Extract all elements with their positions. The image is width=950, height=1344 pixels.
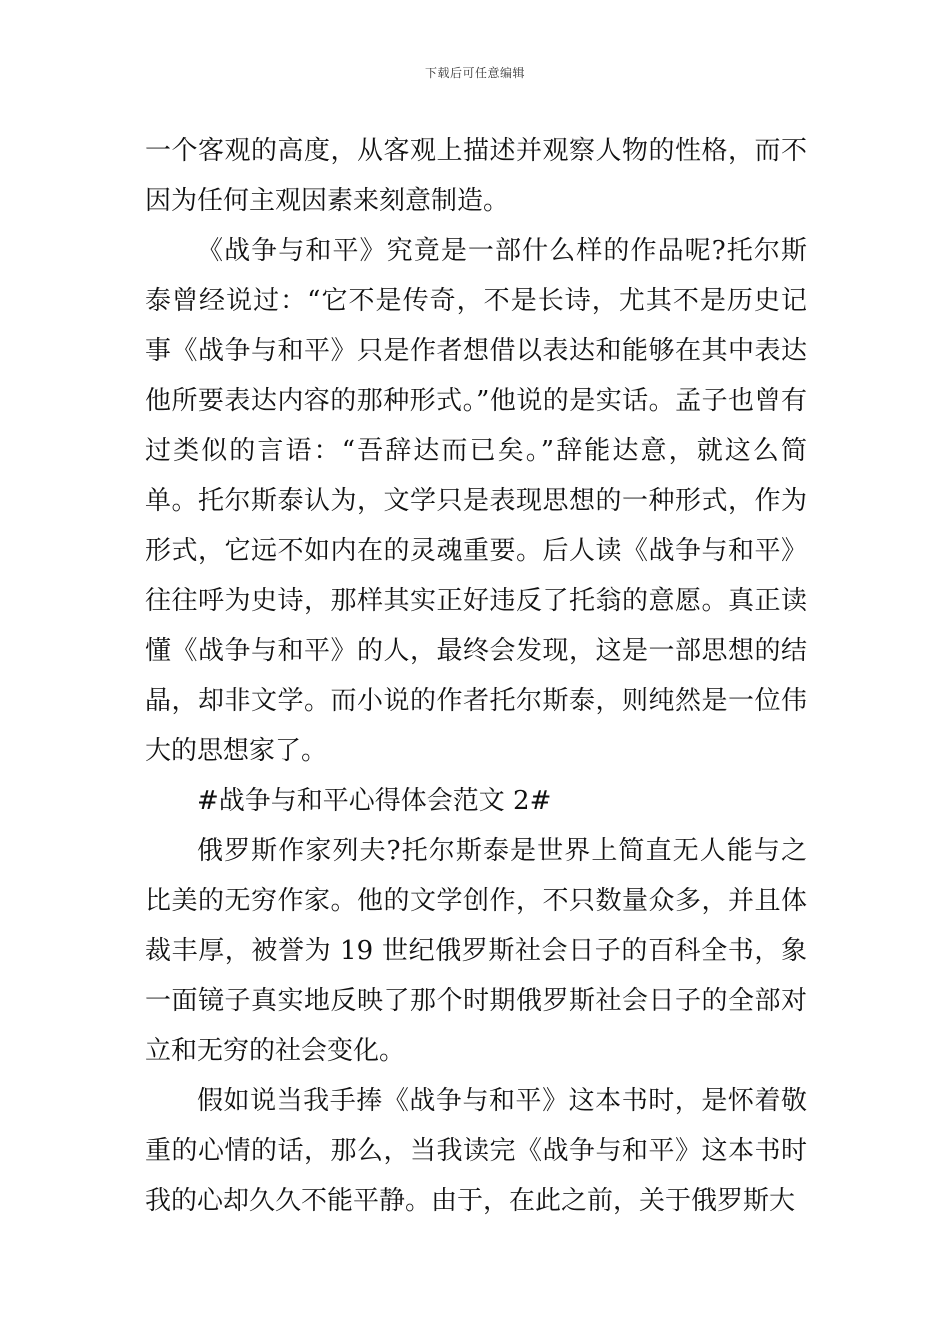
document-body [145,126,807,1226]
paragraph-2: 《战争与和平》究竟是一部什么样的作品呢?托尔斯泰曾经说过：“它不是传奇，不是长诗，尤其不是历史记事《战争与和平》只是作者想借以表达和能够在其中表达他所要表达内容的那种形式。”他说的是实话。孟子也曾有过类似的言语：“吾辞达而已矣。”辞能达意，就这么简单。托尔斯泰认为，文学只是表现思想的一种形式，作为形式，它远不如内在的灵魂重要。后人读《战争与和平》往往呼为史诗，那样其实正好违反了托翁的意愿。真正读懂《战争与和平》的人，最终会发现，这是一部思想的结晶，却非文学。而小说的作者托尔斯泰，则纯然是一位伟大的思想家了。 [145,236,807,766]
page-header: 下载后可任意编辑 [424,66,525,80]
section-heading: #战争与和平心得体会范文 2# [197,786,552,816]
paragraph-4: 假如说当我手捧《战争与和平》这本书时，是怀着敬重的心情的话，那么，当我读完《战争与和平》这本书时我的心却久久不能平静。由于，在此之前，关于俄罗斯大 [145,1086,807,1216]
paragraph-3: 俄罗斯作家列夫?托尔斯泰是世界上简直无人能与之比美的无穷作家。他的文学创作，不只数量众多，并且体裁丰厚，被誉为 19 世纪俄罗斯社会日子的百科全书，象一面镜子真实地反映了那个时期俄罗斯社会日子的全部对立和无穷的社会变化。 [145,836,807,1066]
paragraph-1: 一个客观的高度，从客观上描述并观察人物的性格，而不因为任何主观因素来刻意制造。 [145,136,807,216]
